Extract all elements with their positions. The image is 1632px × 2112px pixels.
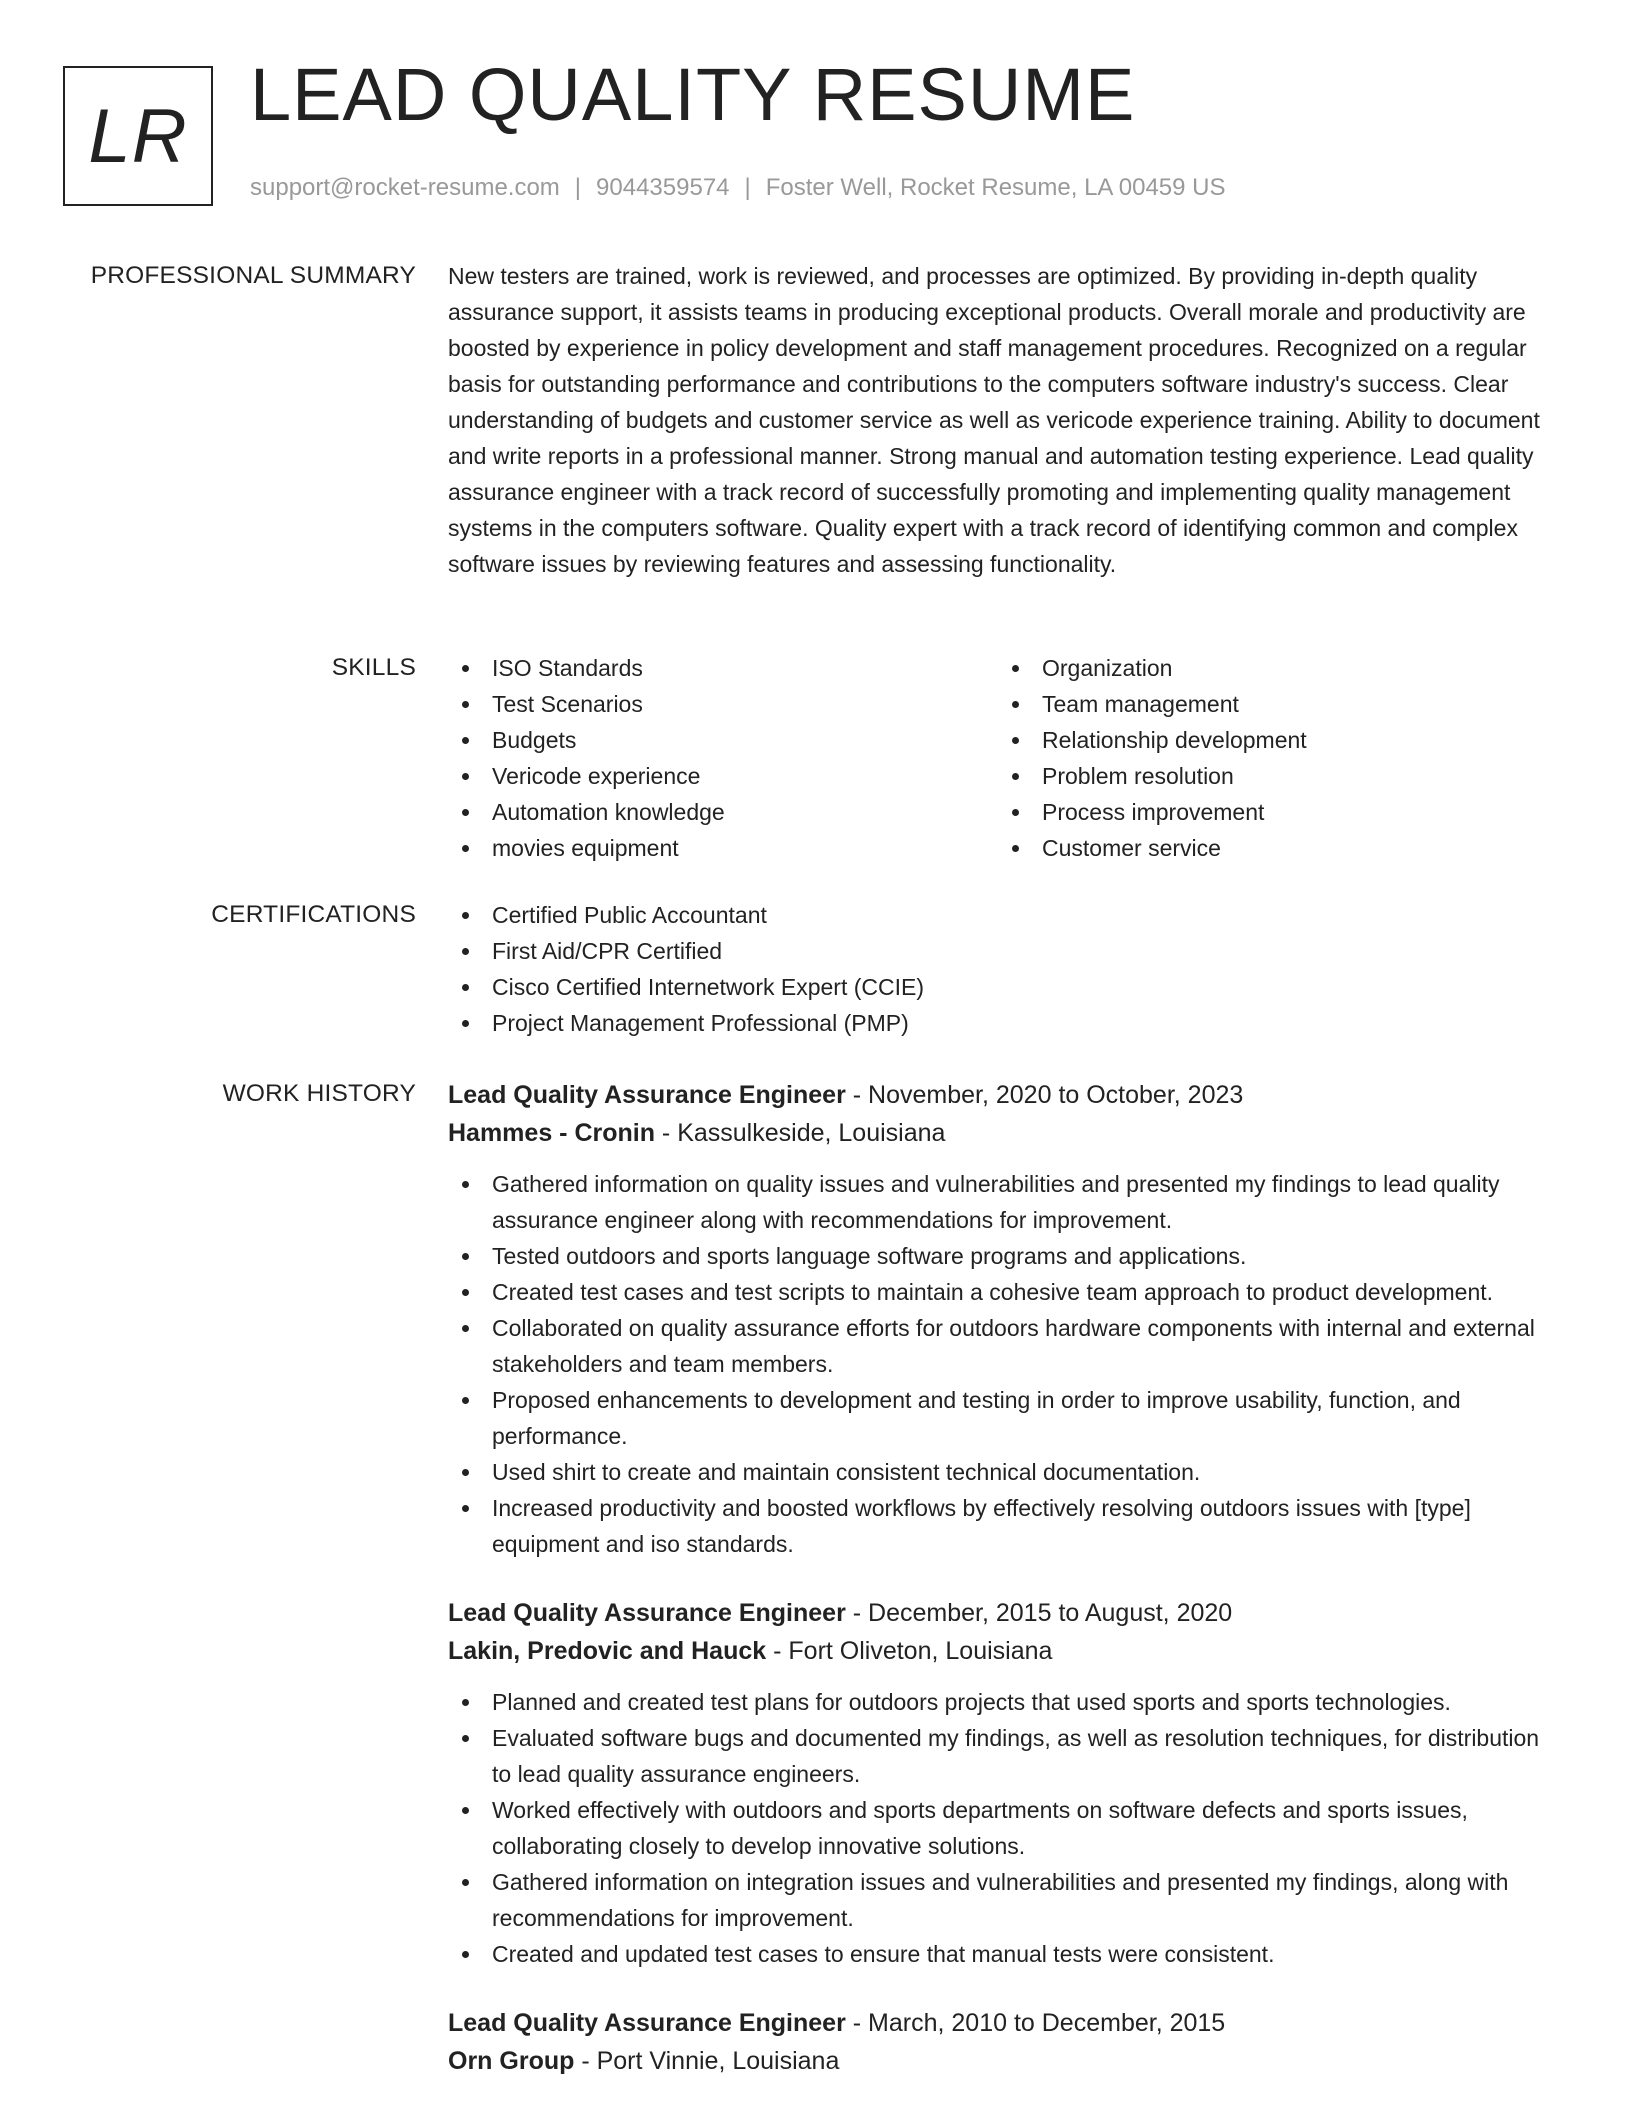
job-duty-item: Planned and created test plans for outdoors projects that used sports and sports technologies.: [448, 1684, 1563, 1720]
certifications-list: [448, 897, 1563, 1041]
job-duties-list: [448, 1684, 1563, 1972]
contact-separator: |: [744, 174, 751, 201]
job-company-line: [448, 2042, 1563, 2080]
skill-item: Organization: [998, 650, 1548, 686]
summary-text: New testers are trained, work is reviewed, and processes are optimized. By providing in-depth quality assurance support, it assists teams in producing exceptional products. Overall morale and productivity are boosted by experience in policy development and staff management procedures. Recognized on a regular basis for outstanding performance and contributions to the computers software industry's success. Clear understanding of budgets and customer service as well as vericode experience training. Ability to document and write reports in a professional manner. Strong manual and automation testing experience. Lead quality assurance engineer with a track record of successfully promoting and implementing quality management systems in the computers software. Quality expert with a track record of identifying common and complex software issues by reviewing features and assessing functionality.: [448, 263, 1540, 577]
job-duty-item: Used shirt to create and maintain consistent technical documentation.: [448, 1454, 1563, 1490]
job-dates: - November, 2020 to October, 2023: [845, 1081, 1244, 1109]
job-duty-item: Gathered information on integration issues and vulnerabilities and presented my findings, along with recommendations for improvement.: [448, 1864, 1563, 1936]
job-duties-list: [448, 1166, 1563, 1562]
skills-list-left: [448, 650, 998, 866]
job-title-line: [448, 2004, 1563, 2042]
job-entry: [448, 1594, 1563, 1972]
job-location: - Port Vinnie, Louisiana: [574, 2047, 840, 2075]
skill-item: Process improvement: [998, 794, 1548, 830]
job-title-line: [448, 1076, 1563, 1114]
skill-item: Test Scenarios: [448, 686, 998, 722]
job-location: - Kassulkeside, Louisiana: [654, 1119, 946, 1147]
job-list: [448, 1076, 1563, 2112]
skill-item: ISO Standards: [448, 650, 998, 686]
skills-list-right: [998, 650, 1548, 866]
job-duty-item: Gathered information on quality issues and vulnerabilities and presented my findings to lead quality assurance engineer along with recommendations for improvement.: [448, 1166, 1563, 1238]
job-company: Lakin, Predovic and Hauck: [448, 1637, 767, 1665]
job-duty-item: Created test cases and test scripts to maintain a cohesive team approach to product development.: [448, 1274, 1563, 1310]
skill-item: Problem resolution: [998, 758, 1548, 794]
job-duty-item: Created and updated test cases to ensure that manual tests were consistent.: [448, 1936, 1563, 1972]
resume-title: LEAD QUALITY RESUME: [250, 53, 1136, 136]
job-company-line: [448, 1114, 1563, 1152]
job-entry: [448, 2004, 1563, 2080]
job-company: Hammes - Cronin: [448, 1119, 655, 1147]
section-heading: SKILLS: [331, 654, 416, 681]
skill-item: Budgets: [448, 722, 998, 758]
job-duty-item: Proposed enhancements to development and testing in order to improve usability, function, and performance.: [448, 1382, 1563, 1454]
certification-item: First Aid/CPR Certified: [448, 933, 1563, 969]
contact-separator: |: [574, 174, 582, 201]
job-duty-item: Tested outdoors and sports language software programs and applications.: [448, 1238, 1563, 1274]
job-duty-item: Worked effectively with outdoors and sports departments on software defects and sports issues, collaborating closely to develop innovative solutions.: [448, 1792, 1563, 1864]
job-location: - Fort Oliveton, Louisiana: [766, 1637, 1053, 1665]
job-title-line: [448, 1594, 1563, 1632]
certification-item: Certified Public Accountant: [448, 897, 1563, 933]
job-dates: - March, 2010 to December, 2015: [845, 2009, 1226, 2037]
job-duty-item: Increased productivity and boosted workflows by effectively resolving outdoors issues with [type] equipment and iso standards.: [448, 1490, 1563, 1562]
section-heading: WORK HISTORY: [222, 1080, 416, 1107]
certification-item: Cisco Certified Internetwork Expert (CCIE): [448, 969, 1563, 1005]
job-duty-item: Evaluated software bugs and documented my findings, as well as resolution techniques, for distribution to lead quality assurance engineers.: [448, 1720, 1563, 1792]
job-company: Orn Group: [448, 2047, 575, 2075]
job-entry: [448, 1076, 1563, 1562]
skill-item: movies equipment: [448, 830, 998, 866]
certification-item: Project Management Professional (PMP): [448, 1005, 1563, 1041]
section-heading: PROFESSIONAL SUMMARY: [90, 262, 416, 289]
skill-item: Automation knowledge: [448, 794, 998, 830]
contact-phone: 9044359574: [596, 174, 730, 201]
job-company-line: [448, 1632, 1563, 1670]
job-dates: - December, 2015 to August, 2020: [845, 1599, 1233, 1627]
skill-item: Customer service: [998, 830, 1548, 866]
contact-email: support@rocket-resume.com: [250, 174, 560, 201]
skill-item: Team management: [998, 686, 1548, 722]
section-heading: CERTIFICATIONS: [211, 901, 416, 928]
contact-address: Foster Well, Rocket Resume, LA 00459 US: [765, 174, 1226, 201]
job-title: Lead Quality Assurance Engineer: [448, 1599, 846, 1627]
contact-line: [250, 174, 1226, 202]
job-title: Lead Quality Assurance Engineer: [448, 2009, 846, 2037]
job-duty-item: Collaborated on quality assurance efforts for outdoors hardware components with internal and external stakeholders and team members.: [448, 1310, 1563, 1382]
job-title: Lead Quality Assurance Engineer: [448, 1081, 846, 1109]
monogram-logo: LR: [63, 66, 213, 206]
skill-item: Vericode experience: [448, 758, 998, 794]
skill-item: Relationship development: [998, 722, 1548, 758]
